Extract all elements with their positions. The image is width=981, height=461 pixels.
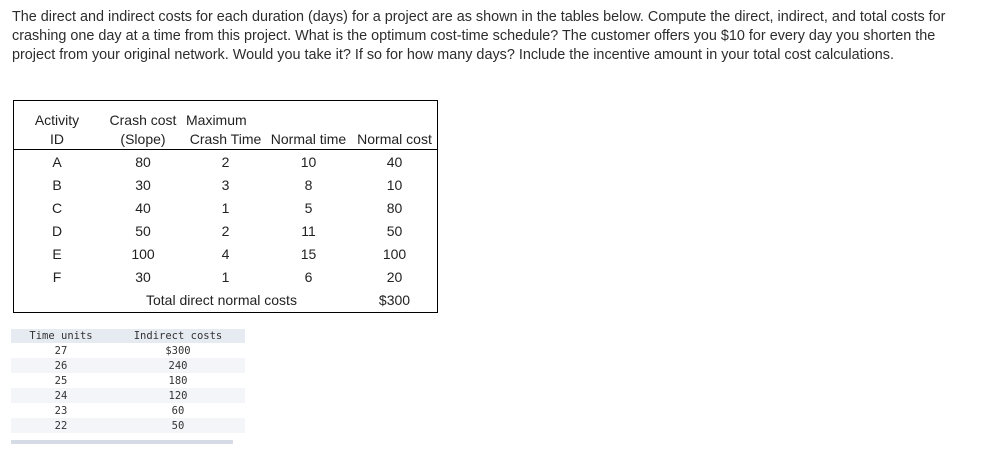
header-cell: Normal time <box>265 129 352 150</box>
header-cell <box>352 101 438 130</box>
normal-time: 5 <box>304 199 313 216</box>
header-cell: Indirect costs <box>111 329 245 343</box>
activity-id: D <box>14 219 101 242</box>
table-header-row <box>14 129 438 150</box>
time-units: 25 <box>54 374 68 387</box>
header-cell: (Slope) <box>100 129 186 150</box>
header-cell <box>265 101 352 130</box>
max-crash-time: 1 <box>221 199 230 216</box>
table-row <box>14 196 438 219</box>
max-crash-time: 2 <box>221 153 230 170</box>
indirect-cost: 60 <box>171 404 185 417</box>
indirect-cost: 240 <box>111 358 245 373</box>
time-units: 23 <box>54 404 68 417</box>
activity-id: B <box>14 173 101 196</box>
total-value: $300 <box>352 288 438 313</box>
table-header-row <box>11 329 245 343</box>
max-crash-time: 1 <box>221 268 230 285</box>
total-row <box>14 288 438 313</box>
normal-time: 15 <box>300 245 317 262</box>
time-units: 26 <box>11 358 111 373</box>
indirect-cost: 180 <box>168 374 188 387</box>
activity-id: A <box>14 150 101 174</box>
question-text: The direct and indirect costs for each duration (days) for a project are as shown in the tables below. Compute the direct, indirect, and total costs for crashing one day at a time from this project. What is the optimum cost-time schedule? The customer offers you $10 for every day you shorten the project from your original network. Would you take it? If so for how many days? Include the incentive amount in your total cost calculations. <box>12 9 946 63</box>
time-units: 27 <box>54 344 68 357</box>
normal-time: 11 <box>301 222 316 239</box>
normal-cost: 100 <box>352 242 438 265</box>
table-row <box>14 265 438 288</box>
crash-cost: 100 <box>131 245 155 262</box>
time-units: 22 <box>11 418 111 433</box>
table-row <box>14 219 438 242</box>
crash-cost: 30 <box>135 268 151 285</box>
header-cell: Maximum <box>186 101 265 130</box>
crash-cost: 40 <box>135 199 151 216</box>
table-row <box>11 358 245 373</box>
header-cell: Crash cost <box>100 101 186 130</box>
table-row <box>14 242 438 265</box>
table-row <box>11 403 245 418</box>
table-row <box>11 388 245 403</box>
normal-cost: 40 <box>352 150 438 174</box>
table-row <box>11 343 245 358</box>
crash-cost: 30 <box>135 176 151 193</box>
activity-id: E <box>14 242 101 265</box>
table-header-row <box>14 101 438 130</box>
header-cell: Normal cost <box>352 129 438 150</box>
indirect-cost: 50 <box>111 418 245 433</box>
normal-cost: 20 <box>352 265 438 288</box>
normal-time: 10 <box>300 153 317 170</box>
indirect-costs-table <box>11 329 245 433</box>
table-row <box>14 150 438 174</box>
indirect-cost: 120 <box>111 388 245 403</box>
header-cell: ID <box>14 129 101 150</box>
table-row <box>11 418 245 433</box>
direct-costs-table <box>13 100 438 313</box>
table-row <box>14 173 438 196</box>
normal-time: 8 <box>304 176 313 193</box>
normal-cost: 50 <box>352 219 438 242</box>
crash-cost: 50 <box>135 222 151 239</box>
crash-cost: 80 <box>135 153 151 170</box>
indirect-cost: $300 <box>165 344 191 357</box>
max-crash-time: 2 <box>221 222 230 239</box>
normal-cost: 80 <box>352 196 438 219</box>
header-cell: Time units <box>11 329 111 343</box>
table-scrollbar[interactable] <box>11 440 233 444</box>
table-row <box>11 373 245 388</box>
header-cell: Activity <box>14 101 101 130</box>
header-cell: Crash Time <box>186 129 265 150</box>
time-units: 24 <box>11 388 111 403</box>
activity-id: C <box>14 196 101 219</box>
max-crash-time: 3 <box>221 176 230 193</box>
max-crash-time: 4 <box>221 245 230 262</box>
total-label: Total direct normal costs <box>100 288 352 313</box>
normal-time: 6 <box>304 268 313 285</box>
normal-cost: 10 <box>352 173 438 196</box>
activity-id: F <box>14 265 101 288</box>
empty-cell <box>14 288 101 313</box>
